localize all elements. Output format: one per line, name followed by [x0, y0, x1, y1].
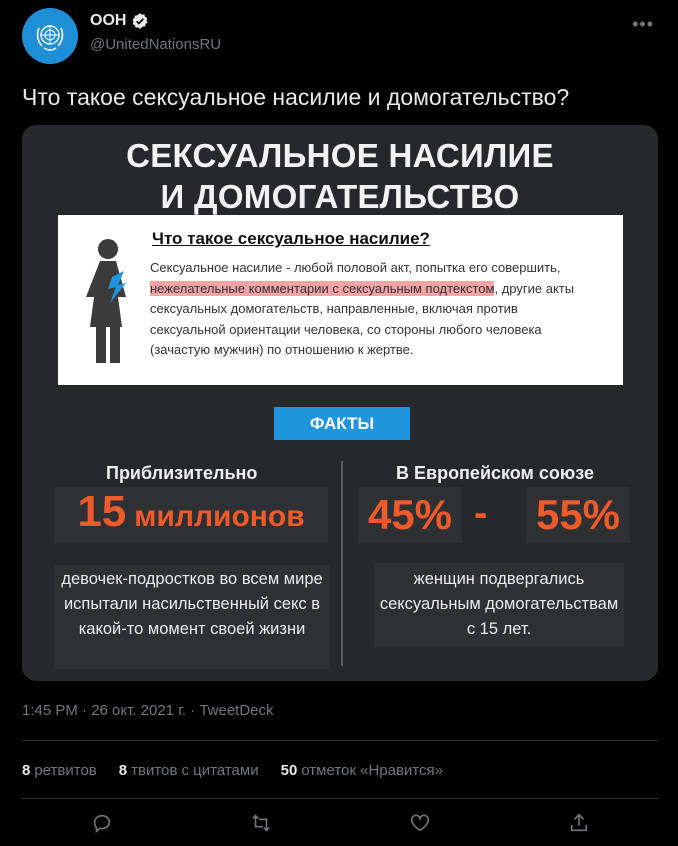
- right-stat-max: 55%: [526, 487, 630, 543]
- right-heading: В Европейском союзе: [396, 463, 594, 483]
- retweets-label: ретвитов: [34, 762, 97, 779]
- more-icon[interactable]: •••: [632, 14, 654, 34]
- retweets-count: 8: [22, 762, 31, 779]
- card-title: [22, 135, 658, 217]
- author-handle[interactable]: @UnitedNationsRU: [90, 36, 222, 53]
- like-icon[interactable]: [409, 812, 431, 834]
- tweet-text: Что такое сексуальное насилие и домогательство?: [22, 84, 570, 110]
- right-stat-min: 45%: [358, 487, 462, 543]
- definition-title: Что такое сексуальное насилие?: [152, 229, 430, 248]
- tweet-stats: [22, 762, 443, 779]
- author-name[interactable]: ООН: [90, 12, 127, 29]
- verified-badge-icon: [131, 12, 149, 30]
- quotes-label: твитов с цитатами: [131, 762, 259, 779]
- likes-stat[interactable]: [281, 762, 443, 779]
- quotes-stat[interactable]: [119, 762, 259, 779]
- share-icon[interactable]: [568, 812, 590, 834]
- likes-label: отметок «Нравится»: [301, 762, 443, 779]
- right-stat-dash: -: [474, 491, 488, 535]
- author-row: [90, 12, 149, 30]
- likes-count: 50: [280, 762, 298, 779]
- divider-top: [22, 740, 658, 741]
- left-stat-number: 15: [77, 487, 127, 536]
- avatar[interactable]: [22, 8, 78, 64]
- definition-highlight: нежелательные комментарии с сексуальным подтекстом: [150, 280, 495, 296]
- card-title-line2: И ДОМОГАТЕЛЬСТВО: [160, 178, 520, 215]
- retweets-stat[interactable]: [22, 762, 97, 779]
- definition-text: [150, 258, 590, 361]
- card-title-line1: СЕКСУАЛЬНОЕ НАСИЛИЕ: [126, 137, 554, 174]
- definition-box: [58, 215, 623, 385]
- quotes-count: 8: [118, 762, 128, 779]
- facts-divider: [341, 461, 343, 666]
- left-stat-word: миллионов: [134, 500, 305, 533]
- left-description: девочек-подростков во всем мире испытали насильственный секс в какой-то момент своей жизни: [54, 565, 330, 669]
- definition-text-part1: Сексуальное насилие - любой половой акт, попытка его совершить,: [150, 260, 561, 275]
- reply-icon[interactable]: [91, 812, 113, 834]
- divider-bottom: [22, 798, 658, 799]
- infographic-card[interactable]: [22, 125, 658, 681]
- definition-text-part2: , другие акты сексуальных домогательств, направленные, включая против сексуальной ориентации человека, со стороны любого человека (зачастую мужчин) по отношению к жертве.: [150, 280, 575, 357]
- retweet-icon[interactable]: [250, 812, 272, 834]
- right-description: женщин подвергались сексуальным домогательствам с 15 лет.: [374, 563, 624, 647]
- action-bar: [22, 812, 658, 834]
- facts-label: ФАКТЫ: [274, 407, 410, 440]
- left-stat: [54, 487, 328, 543]
- left-heading: Приблизительно: [106, 463, 258, 483]
- woman-figure-icon: [78, 235, 138, 365]
- un-logo-icon: [30, 16, 70, 56]
- tweet-timestamp[interactable]: 1:45 PM · 26 окт. 2021 г. · TweetDeck: [22, 702, 274, 719]
